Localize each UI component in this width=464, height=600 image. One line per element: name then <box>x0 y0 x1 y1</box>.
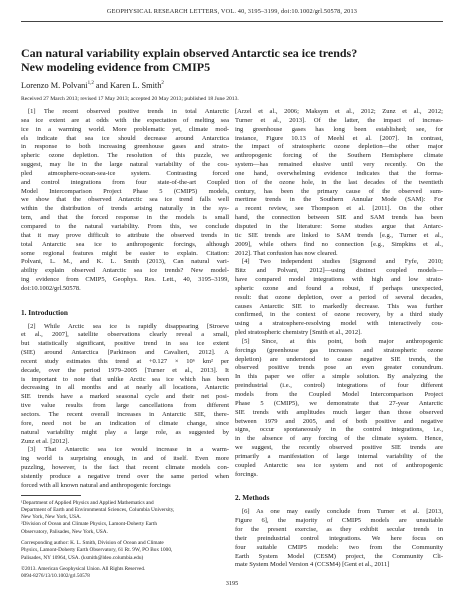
received-dates: Received 27 March 2013; revised 17 May 2013; accepted 20 May 2013; published 18 June 2013. <box>21 96 239 102</box>
body-text-line: [Arzel et al., 2006; Maksym et al., 2012; Zunz et al., 2012; <box>235 108 443 115</box>
body-text-line: tive value results from large cancellations from different <box>21 402 229 410</box>
body-text-line: instance, Figure 10.13 of Meehl et al. [2007]. In contrast, <box>235 134 443 142</box>
footnote-line: Palisades, NY 10964, USA. (ksmith@ldeo.columbia.edu) <box>21 554 144 561</box>
body-text-line: within the distribution of trends arising naturally in the sys- <box>21 205 229 213</box>
body-text-line: some regional features might be easier to explain. Citation: <box>21 249 229 257</box>
body-text-line: but statistically significant, positive trend in sea ice extent <box>21 340 229 348</box>
body-text-line: [5] Since, at this point, both major anthropogenic <box>242 337 443 345</box>
body-text-line: result: that ozone depletion, over a period of several decades, <box>235 293 443 301</box>
body-text-line: observed positive trends pose an even greater conundrum. <box>235 364 443 372</box>
body-text-line: total Antarctic sea ice to anthropogenic forcings, although <box>21 240 229 248</box>
body-text-line: for the present exercise, as they exhibit secular trends in <box>235 525 443 533</box>
footnote-line: Department of Earth and Environmental Sciences, Columbia University, <box>21 506 175 513</box>
body-text-line: tem, and that the forced response in the models is small <box>21 214 229 222</box>
footnote-rule <box>21 495 81 496</box>
author-line: Lorenzo M. Polvani$^{1,2}$ and Karen L. Smith$^2$ <box>21 81 164 90</box>
body-text-line: ing world is surprising enough, in and of itself. Even more <box>21 455 229 463</box>
body-text-line: spheric ozone and found a robust, if perhaps unexpected, <box>235 284 443 292</box>
header-rule <box>21 21 443 22</box>
body-text-line: coupled Antarctic sea ice system and not of anthropogenic <box>235 461 443 469</box>
body-text-line: have compared model integrations with high and low strato- <box>235 276 443 284</box>
footnote-line: Physics, Lamont-Doherty Earth Observatory, 61 Rt. 9W, PO Box 1000, <box>21 547 173 554</box>
body-text-line: sistently produce a negative trend over the same period when <box>21 472 229 480</box>
body-text-line: forcings (greenhouse gas increases and stratospheric ozone <box>235 346 443 354</box>
body-text-line: a recent review, see Thompson et al. [2011]. On the other <box>235 205 443 213</box>
footnote-line: Observatory, Palisades, New York, USA. <box>21 528 108 535</box>
body-text-line: fore, need not be an indication of climate change, since <box>21 419 229 427</box>
body-text-line: SIE trends have a marked seasonal cycle and their net posi- <box>21 393 229 401</box>
body-text-line: depletion) are understood to cause negative SIE trends, the <box>235 355 443 363</box>
body-text-line: we show that the observed Antarctic sea ice trend falls well <box>21 196 229 204</box>
body-text-line: pled atmosphere-ocean-sea-ice system. Contrasting forced <box>21 169 229 177</box>
footnote-line: ¹Department of Applied Physics and Applied Mathematics and <box>21 499 154 506</box>
right-column <box>235 108 443 570</box>
body-text-line: spheric ozone depletion. The resolution of this puzzle, we <box>21 152 229 160</box>
body-text-line: confirmed, in the context of ozone recovery, by a third study <box>235 311 443 319</box>
body-text-line: four suitable CMIP5 models: two from the Community <box>235 543 443 551</box>
body-text-line: compared to the natural variability. From this, we conclude <box>21 222 229 230</box>
title-line: Can natural variability explain observed Antarctic sea ice trends? <box>21 46 358 60</box>
body-text-line: [3] That Antarctic sea ice would increase in a warm- <box>28 446 229 454</box>
body-text-line: in response to both increasing greenhouse gases and strato- <box>21 143 229 151</box>
body-text-line: causes Antarctic SIE to markedly decrease. This was further <box>235 302 443 310</box>
body-text-line: ability explain observed Antarctic sea ice trends? New model- <box>21 267 229 275</box>
title-line: New modeling evidence from CMIP5 <box>21 60 211 74</box>
body-text-line: Bitz and Polvani, 2012]—using distinct coupled models— <box>235 267 443 275</box>
body-text-line: mate System Model Version 4 (CCSM4) [Gent et al., 2011] <box>235 561 390 569</box>
body-text-line: ice in a warming world. More problematic yet, climate mod- <box>21 125 229 133</box>
body-text-line: anthropogenic forcing of the Southern Hemisphere climate <box>235 152 443 160</box>
body-text-line: [2] While Arctic sea ice is rapidly disappearing [Stroeve <box>28 322 229 330</box>
body-text-line: pled stratospheric chemistry [Smith et al., 2012]. <box>235 329 362 337</box>
body-text-line: In this paper we offer a simple solution. By analyzing the <box>235 373 443 381</box>
body-text-line: that it may prove difficult to attribute the observed trends in <box>21 231 229 239</box>
body-text-line: Earth System Model (CESM) project, the Community Cli- <box>235 552 443 560</box>
footnote-line: New York, New York, USA. <box>21 514 82 521</box>
body-text-line: using a stratosphere-resolving model with interactively cou- <box>235 320 443 328</box>
article-title <box>21 46 451 74</box>
body-text-line: et al., 2007], satellite observations clearly reveal a small, <box>21 331 229 339</box>
body-text-line: [4] Two independent studies [Sigmond and Fyfe, 2010; <box>242 258 443 266</box>
body-text-line: forced with all known natural and anthropogenic forcings <box>21 481 171 489</box>
body-text-line: mertime trends in the Southern Annular Mode (SAM): For <box>235 196 443 204</box>
body-text-line: recent study estimates this trend at +0.127 × 10⁶ km² per <box>21 357 229 365</box>
body-text-line: Turner et al., 2013]. Of the latter, the impact of increas- <box>235 116 443 124</box>
body-text-line: disputed in the literature: Some studies argue that Antarc- <box>235 222 443 230</box>
journal-header: GEOPHYSICAL RESEARCH LETTERS, VOL. 40, 3195–3199, doi:10.1002/grl.50578, 2013 <box>106 8 358 15</box>
body-text-line: hand, the connection between SIE and SAM trends has been <box>235 214 443 222</box>
body-text-line: sea ice extent are at odds with the expectation of melting sea <box>21 116 229 124</box>
body-text-line: their preindustrial control integrations. We here focus on <box>235 534 443 542</box>
body-text-line: forcings. <box>235 470 258 478</box>
body-text-line: one hand, overwhelming evidence indicates that the forma- <box>235 169 443 177</box>
body-text-line: century, has been the primary cause of the observed sum- <box>235 187 443 195</box>
section-heading: 1. Introduction <box>21 308 68 317</box>
body-text-line: primarily a manifestation of large internal variability of the <box>235 452 443 460</box>
body-text-line: 2012]. That confusion has now cleared. <box>235 249 338 257</box>
body-text-line: Zunz et al. [2012]. <box>21 437 70 445</box>
copyright-line: ©2013. American Geophysical Union. All Rights Reserved. <box>21 565 146 572</box>
body-text-line: signs, occur spontaneously in the control integrations, i.e., <box>235 426 443 434</box>
section-heading: 2. Methods <box>235 494 270 503</box>
body-text-line: els indicate that sea ice should decrease around Antarctica <box>21 134 229 142</box>
body-text-line: ing greenhouse gases has long been established; see, for <box>235 125 443 133</box>
page-number: 3195 <box>225 580 239 587</box>
body-text-line: SIE trends with amplitudes much larger than those observed <box>235 408 443 416</box>
left-column <box>21 108 229 580</box>
body-text-line: between 1979 and 2005, and of both positive and negative <box>235 417 443 425</box>
body-text-line: suggest, may lie in the large natural variability of the cou- <box>21 161 229 169</box>
body-text-line: we suggest, the recently observed positive SIE trends are <box>235 444 443 452</box>
body-text-line: Phase 5 (CMIP5), we demonstrate that 27-year Antarctic <box>235 399 443 407</box>
body-text-line: Model Intercomparison Project Phase 5 (CMIP5) models, <box>21 187 229 195</box>
body-text-line: Figure 6], the majority of CMIP5 models are unsuitable <box>235 517 443 525</box>
body-text-line: puzzling, however, is the fact that recent climate models con- <box>21 464 229 472</box>
paragraph-gap <box>235 479 443 487</box>
body-text-line: [1] The recent observed positive trends in total Antarctic <box>28 108 229 115</box>
body-text-line: natural variability might play a large role, as suggested by <box>21 428 229 436</box>
body-text-line: ing evidence from CMIP5, Geophys. Res. Lett., 40, 3195–3199, <box>21 276 229 284</box>
body-text-line: is important to note that unlike Arctic sea ice which has been <box>21 375 229 383</box>
body-text-line: system—has remained elusive until very recently. On the <box>235 161 443 169</box>
footnote-line: Corresponding author: K. L. Smith, Division of Ocean and Climate <box>21 540 164 547</box>
body-text-line: and control integrations from four state-of-the-art Coupled <box>21 178 229 186</box>
body-text-line: Polvani, L. M., and K. L. Smith (2013), Can natural vari- <box>21 258 229 266</box>
body-text-line: sectors. The recent overall increases in Antarctic SIE, there- <box>21 411 229 418</box>
body-text-line: decade, over the period 1979–2005 [Turner et al., 2013]. It <box>21 366 229 374</box>
body-text-line: (SIE) around Antarctica [Parkinson and Cavalieri, 2012]. A <box>21 349 229 357</box>
body-text-line: 2009], while others find no connection [e.g., Simpkins et al., <box>235 240 443 248</box>
body-text-line: the impact of stratospheric ozone depletion—the other major <box>235 143 443 151</box>
copyright-line: 0094-8276/13/10.1002/grl.50578 <box>21 572 90 579</box>
body-text-line: models from the Coupled Model Intercomparison Project <box>235 391 443 398</box>
body-text-line: decreasing in all months and at nearly all locations, Antarctic <box>21 384 229 392</box>
body-text-line: tic SIE trends are linked to SAM trends [e.g., Turner et al., <box>235 231 443 239</box>
paragraph-gap <box>21 294 229 302</box>
body-text-line: doi:10.1002/grl.50578. <box>21 284 81 292</box>
body-text-line: [6] As one may easily conclude from Turner et al. [2013, <box>242 508 443 516</box>
body-text-line: tion of the ozone hole, in the last decades of the twentieth <box>235 178 443 186</box>
body-text-line: preindustrial (i.e., control) integrations of four different <box>235 382 443 390</box>
body-text-line: in the absence of any forcing of the climate system. Hence, <box>235 435 443 443</box>
footnote-line: ²Division of Ocean and Climate Physics, Lamont-Doherty Earth <box>21 521 158 528</box>
